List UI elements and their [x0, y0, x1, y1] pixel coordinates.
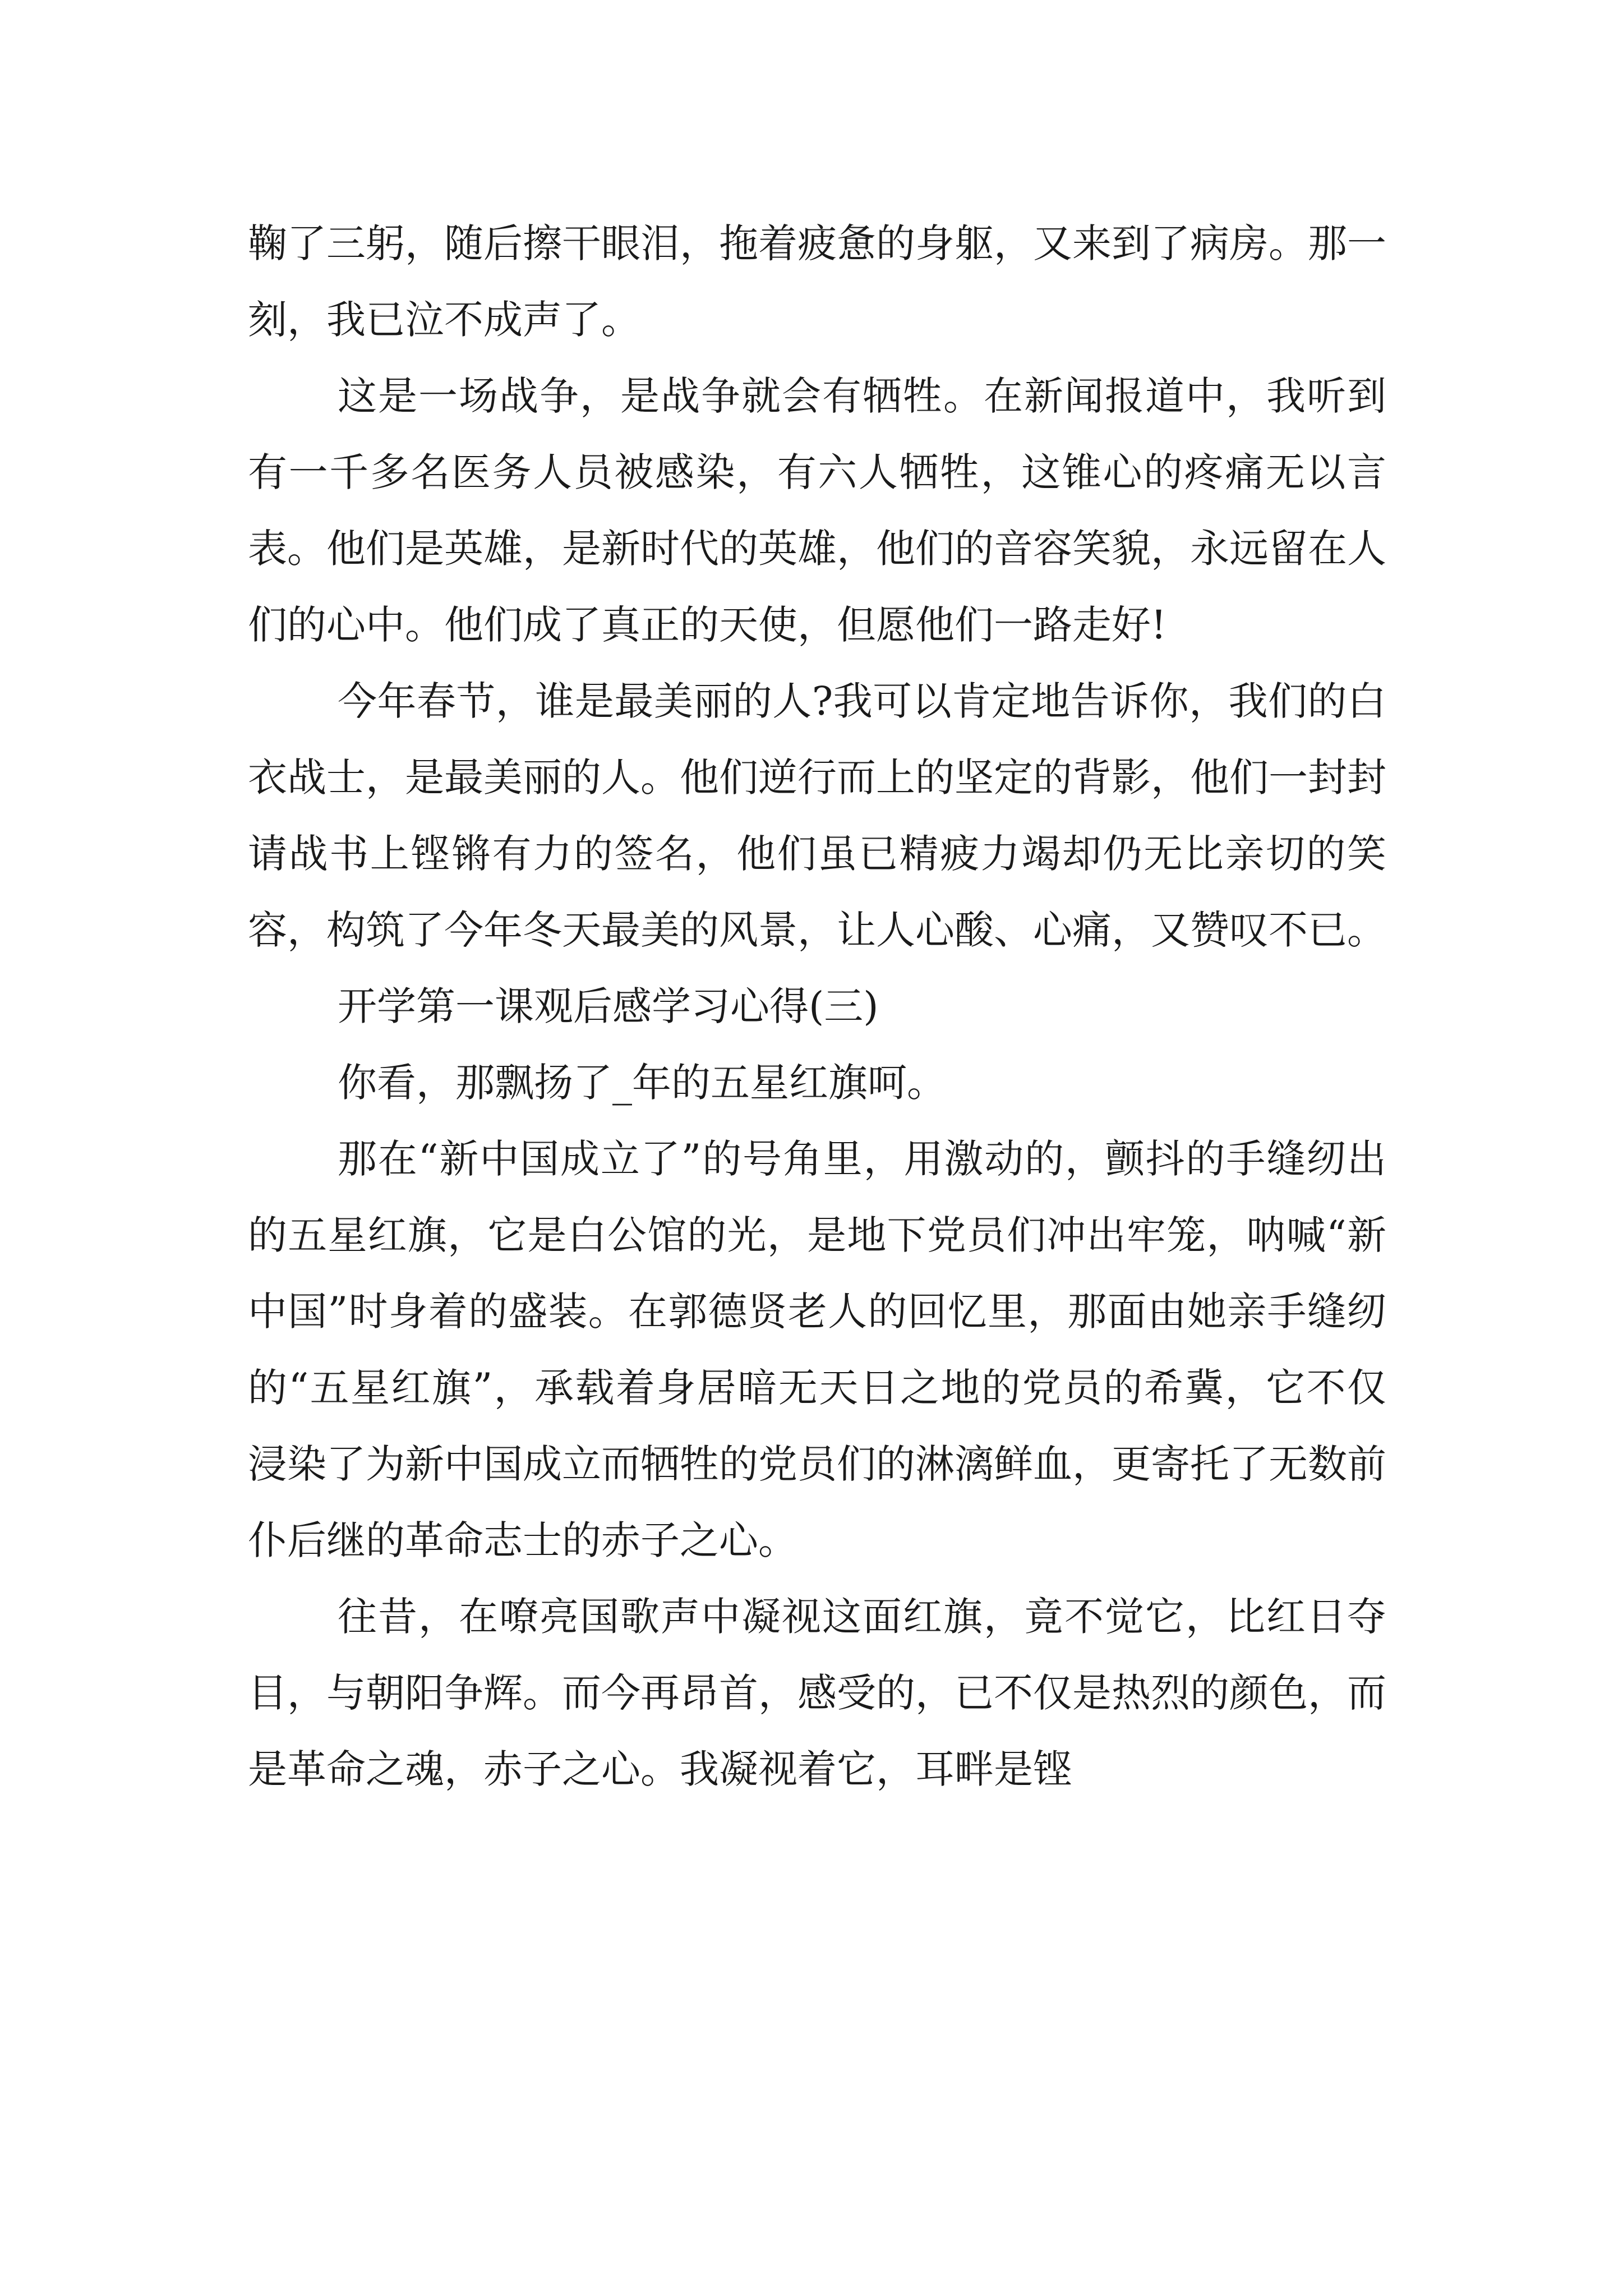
section-heading: 开学第一课观后感学习心得(三) — [338, 983, 879, 1029]
paragraph-3: 今年春节，谁是最美丽的人?我可以肯定地告诉你，我们的白衣战士，是最美丽的人。他们逆行而上的坚定的背影，他们一封封请战书上铿锵有力的签名，他们虽已精疲力竭却仍无比亲切的笑容，构筑了今年冬天最美的风景，让人心酸、心痛，又赞叹不已。 — [248, 678, 1386, 953]
paragraph-1: 鞠了三躬，随后擦干眼泪，拖着疲惫的身躯，又来到了病房。那一刻，我已泣不成声了。 — [248, 220, 1386, 343]
paragraph-7: 往昔，在嘹亮国歌声中凝视这面红旗，竟不觉它，比红日夺目，与朝阳争辉。而今再昂首，感受的，已不仅是热烈的颜色，而是革命之魂，赤子之心。我凝视着它，耳畔是铿 — [248, 1594, 1386, 1792]
paragraph-5: 你看，那飘扬了_年的五星红旗呵。 — [338, 1060, 946, 1106]
paragraph-6: 那在“新中国成立了”的号角里，用激动的，颤抖的手缝纫出的五星红旗，它是白公馆的光，是地下党员们冲出牢笼，呐喊“新中国”时身着的盛装。在郭德贤老人的回忆里，那面由她亲手缝纫的“五星红旗”，承载着身居暗无天日之地的党员的希冀，它不仅浸染了为新中国成立而牺牲的党员们的淋漓鲜血，更寄托了无数前仆后继的革命志士的赤子之心。 — [248, 1136, 1386, 1563]
paragraph-2: 这是一场战争，是战争就会有牺牲。在新闻报道中，我听到有一千多名医务人员被感染，有六人牺牲，这锥心的疼痛无以言表。他们是英雄，是新时代的英雄，他们的音容笑貌，永远留在人们的心中。他们成了真正的天使，但愿他们一路走好! — [248, 373, 1386, 648]
document-body — [248, 205, 1386, 1807]
